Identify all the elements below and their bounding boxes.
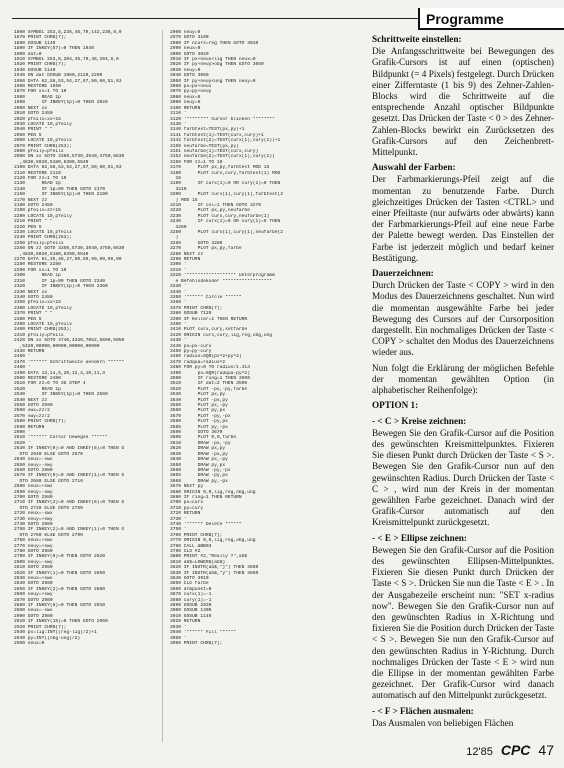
code-line: 1930 GOSUB 1140	[14, 67, 56, 73]
code-line: 1970 FOR xx=1 TO 10	[14, 89, 67, 95]
listing-column-2	[170, 30, 356, 646]
code-line: 2710 IF INKEY(2)=0 AND INKEY(8)=0 THEN G	[14, 500, 125, 506]
code-line: 2150 IF INKEY(1p)=0 THEN 2190	[14, 192, 108, 198]
code-line: 3170 PLOT px,py,farbtest MOD 15	[170, 165, 270, 171]
header-rule	[12, 18, 420, 19]
code-line: 3520 PLOT -px,-py,farbe	[170, 386, 248, 392]
code-line: 2300 READ 1p	[14, 273, 61, 279]
code-line: 2930 px=lig:INT((reg-lig)/2)+1	[14, 630, 97, 636]
code-line: 1910 SYMBOL 253,8,204,46,79,46,204,8,0	[14, 57, 119, 63]
code-line: 3900 GOSUB 1300	[170, 608, 212, 614]
code-line: 3030 neuy=0	[170, 67, 201, 73]
code-line: 1860 SYMBOL 253,8,236,46,79,142,236,8,0	[14, 30, 122, 35]
code-line: 3950 '	[170, 635, 187, 641]
code-line: 3100 RETURN	[170, 105, 201, 111]
code-line: 3300 '	[170, 262, 187, 268]
code-line: 1900 dat=0	[14, 51, 42, 57]
code-line: 2740 GOTO 2980	[14, 521, 53, 527]
code-line: 2600 '	[14, 430, 31, 436]
code-line: ,5420,00000,00000,00000,00000	[14, 343, 100, 349]
code-line: 3570 PLOT -py,-px	[170, 413, 231, 419]
code-line: 2050 PEN 5	[14, 132, 42, 138]
code-line: 2270 DATA 61,35,46,27,50,59,99,99,99,99	[14, 257, 122, 263]
code-line: 2330 NEXT xx	[14, 289, 48, 295]
code-line: 3800 PRINT #2,"Really ?",ab$	[170, 554, 248, 560]
heading-farben: Auswahl der Farben:	[372, 162, 456, 173]
code-line: 3160 FOR zz=1 TO 10	[170, 159, 223, 165]
code-line: 3000 GOTO 3020	[170, 51, 209, 57]
code-line: 2230 LOCATE 19,pfeilx	[14, 230, 72, 236]
code-line: 2850 IF INKEY(2)=0 THEN GOTO 2880	[14, 586, 105, 592]
code-line: 2000 NEXT xx	[14, 105, 48, 111]
code-line: 2180 GOTO 2450	[14, 203, 53, 208]
code-line: 1990 IF INKEY(1p)=0 THEN 2020	[14, 100, 108, 106]
code-line: 2380 PEN 5	[14, 316, 42, 322]
code-line: 3340 '	[170, 289, 187, 295]
code-line: )	[170, 235, 179, 241]
code-line: 2250 pfeily=pfeilx	[14, 240, 64, 246]
code-line: OTO 2720 ELSE GOTO 2750	[14, 505, 83, 511]
code-line: 2240 PRINT CHR$(253);	[14, 235, 72, 241]
code-line: 3020 IF py+neuy>obg THEN GOTO 3050	[170, 62, 264, 68]
code-line: 3630 DRAW -px,py	[170, 451, 228, 457]
code-line: 1940 ON dat GOSUB 1960,2120,2290	[14, 73, 103, 79]
code-line: 3665 DRAW -py,px	[170, 473, 228, 479]
code-line: 2030 LOCATE 19,pfeily	[14, 121, 72, 127]
section-label: Programme	[418, 8, 564, 30]
code-line: 2360 LOCATE 19,pfeily	[14, 305, 72, 311]
code-line: 2670 IF INKEY(0)=0 AND INKEY(1)=0 THEN G	[14, 473, 125, 479]
code-line: 3141 farbtest(1)=TEST(curx,cury)+1	[170, 132, 264, 138]
code-line: 3500 IF ring=1 THEN 3500	[170, 376, 250, 381]
code-line: 3830 IF INSTR(ab$,"y") THEN 3850	[170, 570, 259, 576]
code-line: 2120 FOR zz=1 TO 10	[14, 175, 67, 181]
code-line: 3920 RETURN	[170, 619, 201, 625]
code-line: 2870 GOTO 2980	[14, 597, 53, 603]
heading-kreise: - < C > Kreise zeichnen:	[372, 415, 467, 426]
code-line: 3940 '****** Fill ******	[170, 630, 237, 636]
column-divider	[162, 30, 163, 742]
code-line: OTO 2760 ELSE GOTO 2790	[14, 532, 83, 538]
code-line: 2860 neuy=+swy	[14, 592, 53, 598]
code-line: 2910 IF INKEY(15)=0 THEN GOTO 2950	[14, 619, 108, 625]
code-line: 3380 GOSUB 7120	[170, 311, 212, 317]
heading-ellipse: - < E > Ellipse zeichnen:	[372, 532, 467, 543]
code-line: 3130 '	[170, 121, 187, 127]
code-line: 2560 swx=zz/2	[14, 408, 50, 414]
code-line: 3050 IF py+neuy<ung THEN neuy=0	[170, 78, 256, 84]
code-line: 3560 PLOT py,px	[170, 408, 226, 414]
code-line: 3668 DRAW py,-px	[170, 478, 228, 484]
code-line: 3530 PLOT px,py	[170, 392, 226, 398]
code-line: 3440 px=px-curx	[170, 343, 212, 349]
code-line: 3860 drmpunkt=0	[170, 586, 212, 592]
code-line: 3450 py=py-cury	[170, 348, 212, 354]
heading-option-1: OPTION 1:	[372, 400, 419, 411]
code-line: OTO 2640 ELSE GOTO 2670	[14, 451, 83, 457]
code-line: 2310 IF 1p=99 THEN GOTO 2340	[14, 278, 105, 284]
code-line: 3880 cury(1)=-1	[170, 597, 212, 603]
code-line: 2940 py=INT((obg-ung)/2)	[14, 635, 81, 641]
code-line: 3930 '	[170, 624, 187, 630]
code-line: 2090 ON xx GOTO 3350,5730,3940,4750,6630	[14, 154, 125, 160]
code-line: 3200 PLOT curx(1),cury(1),farbtest(2	[170, 192, 284, 198]
code-line: 2980 IF ncurs=reg THEN GOTO 3010	[170, 40, 259, 46]
paragraph-intro: Nun folgt die Erklärung der möglichen Befehle der momentan gewählten Option (in alphabetischer Reihenfolge):	[372, 362, 554, 396]
code-line: 3710 py=cury	[170, 505, 204, 511]
heading-dauerzeichnen: Dauerzeichnen:	[372, 268, 434, 279]
code-line: 3890 GOSUB 2930	[170, 603, 212, 609]
code-line: e Befehlsdekoder ******************	[170, 278, 272, 284]
page-number: 47	[538, 742, 554, 758]
code-line: 2510 FOR zz=6 TO 36 STEP 4	[14, 381, 86, 387]
listing-column-1	[14, 30, 154, 646]
code-line: 2730 neuy=+swy	[14, 516, 53, 522]
code-line: 3780 CALL &BB03	[170, 543, 212, 549]
code-line: 2480 '	[14, 365, 31, 371]
code-line: 3585 PLOT py,-px	[170, 424, 228, 430]
code-line: 3370 PRINT CHR$(7);	[170, 305, 223, 311]
code-line: 2830 neux=+swx	[14, 576, 53, 582]
code-line: 3620 DRAW px,py	[170, 446, 226, 452]
code-line: 2500 RESTORE 2490	[14, 376, 61, 381]
code-line: 2720 neux=-swx	[14, 511, 53, 517]
code-line: 3600 PLOT 0,0,farbe	[170, 435, 237, 441]
code-line: 2460 '	[14, 354, 31, 360]
code-line: 2260 ON zz GOTO 3350,5730,3940,4750,6630	[14, 246, 125, 252]
code-line: 3210 IF col=1 THEN GOTO 3270	[170, 203, 261, 208]
code-line: 2410 pfeily=pfeilx	[14, 332, 64, 338]
code-line: 3480 FOR py=0 TO radius/1.414	[170, 365, 250, 371]
code-line: 3910 GOSUB 1140	[170, 613, 212, 619]
code-line: 3640 DRAW px,-py	[170, 457, 228, 463]
code-line: 3410 PLOT curx,cury,setfarbe	[170, 327, 248, 333]
code-line: 2990 neux=0	[170, 46, 201, 52]
code-line: 3260 GOTO 3280	[170, 240, 223, 246]
code-line: 3151 neufarbe(1)=TEST(curx,cury)	[170, 148, 259, 154]
code-line: 2760 neux=+swx	[14, 538, 53, 544]
code-line: 2970 GOTO 3100	[170, 35, 209, 41]
code-line: 3960 PRINT CHR$(7);	[170, 640, 223, 646]
code-line: 2430 RETURN	[14, 348, 45, 354]
code-line: 2290 FOR xx=1 TO 10	[14, 267, 67, 273]
code-line: 3060 px=px+neux	[170, 84, 212, 90]
code-line: 3820 IF INSTR(ab$,"j") THEN 3850	[170, 565, 259, 571]
code-line: 3740 '****** Delete ******	[170, 521, 242, 527]
code-line: 3140 farbtest=TEST(px,py)+1	[170, 127, 245, 133]
code-line: 2130 READ 1p	[14, 181, 61, 187]
code-line: 3790 CLS #2	[170, 549, 201, 554]
code-line: 3280 NEXT zz	[170, 251, 204, 257]
code-line: 2320 IF INKEY(1p)=0 THEN 2360	[14, 284, 108, 290]
paragraph-schrittweite: Die Anfangsschrittweite bei Bewegungen des Grafik-Cursors ist auf einen (optischen) Bildpunkt (= 4 Pixels) festgelegt. Durch Drücken einer Zifferntaste (1 bis 9) des Zehner-Zahlen-Blocks wird die Schrittweite auf die entsprechende Anzahl optischer Bildpunkte gesetzt. Das Drücken der Taste < 0 > des Zehner-Zahlen-Blocks bewirkt ein Zurücksetzen des Grafik-Cursors auf den Zeichenbrett-Mittelpunkt.	[372, 46, 554, 158]
code-line: 2880 IF INKEY(8)=0 THEN GOTO 2910	[14, 603, 105, 609]
code-line: 3310 '	[170, 267, 187, 273]
code-line: 1870 PRINT CHR$(7);	[14, 35, 67, 41]
code-line: 2550 GOTO 2590	[14, 403, 53, 409]
code-line: 3080 neux=0	[170, 94, 201, 100]
page-footer	[466, 742, 554, 758]
code-line: 3700 px=curx	[170, 500, 204, 506]
code-line: 2170 NEXT zz	[14, 197, 48, 203]
code-line: 3250 PLOT curx(1),cury(1),neufarbe(2	[170, 230, 284, 236]
code-line: 3660 DRAW -py,-px	[170, 467, 231, 473]
code-line: 2520 READ 1p	[14, 386, 61, 392]
code-line: 2080 pfeily=pfeilx	[14, 148, 64, 154]
code-line: 3590 GOTO 3670	[170, 430, 223, 436]
code-line: 2470 '****** Schrittweite aendern ******	[14, 359, 125, 365]
code-line: 3580 PLOT -py,px	[170, 419, 228, 425]
code-line: 3540 PLOT -px,py	[170, 397, 228, 403]
code-line: 3470 radqua=radius^2	[170, 359, 226, 365]
code-line: 2400 PRINT CHR$(253);	[14, 327, 72, 333]
code-line: 2810 GOTO 2980	[14, 565, 53, 571]
article-column	[372, 30, 554, 733]
code-line: 3490 px=SQR(radqua-py^2)	[170, 370, 250, 376]
code-line: 2770 neuy=+swy	[14, 543, 53, 549]
code-line: 3430 '	[170, 338, 187, 344]
code-line: 1920 PRINT CHR$(7);	[14, 62, 67, 68]
code-line: 3400 '	[170, 321, 187, 327]
code-line: 2660 GOTO 2980	[14, 467, 53, 473]
code-line: 2580 PRINT CHR$(7);	[14, 419, 67, 425]
code-line: 1950 DATA 62,58,53,54,27,67,50,60,51,63	[14, 78, 122, 84]
code-line: 3152 neufarbe(2)=TEST(curx(1),cury(1))	[170, 154, 275, 160]
code-line: 3750 '	[170, 527, 187, 533]
code-line: 2190 pfeilx=zz+15	[14, 208, 61, 214]
code-line: 2950 neux=0	[14, 640, 45, 646]
code-line: 3510 IF dat=2 THEN 3590	[170, 381, 248, 387]
code-line: 3550 PLOT px,-py	[170, 403, 228, 409]
code-line: 3420 ORIGIN curx,cury,lig,reg,obg,ung	[170, 332, 272, 338]
code-line: 1890 IF INKEY(57)=0 THEN 1940	[14, 46, 94, 52]
code-line: 2570 swy=zz/2	[14, 413, 50, 419]
magazine-logo: CPC	[500, 742, 531, 758]
code-line: 3240 IF curx(1)=0 OR cury(1)=0 THEN	[170, 219, 281, 225]
paragraph-kreise: Bewegen Sie den Grafik-Cursor auf die Position des gewünschten Kreismittelpunktes. Fixieren Sie diesen Punkt durch Drücken der Taste < S >. Bewegen Sie den Grafik-Cursor nun auf den gewünschten Radius. Durch Drücken der Taste < C > , wird nun der Kreis in der momentan gewählten Farbe gezeichnet. Danach wird der Grafik-Cursor automatisch auf den Kreismittelpunkt zurückgesetzt.	[372, 427, 554, 528]
code-line: 3090 neuy=0	[170, 100, 201, 106]
code-line: 1980 READ 1p	[14, 94, 61, 100]
code-line: 3040 GOTO 3060	[170, 73, 209, 79]
code-line: 2040 PRINT " "	[14, 127, 53, 133]
code-line: 2790 IF INKEY(0)=0 THEN GOTO 2820	[14, 554, 105, 560]
code-line: 3180 PLOT curx,cury,farbtest(1) MOD	[170, 170, 281, 176]
code-line: 3390 IF Keller=1 THEN RETURN	[170, 316, 248, 322]
code-line: 3770 ORIGIN 0,0,lig,reg,obg,ung	[170, 538, 256, 544]
paragraph-dauerzeichnen: Durch Drücken der Taste < COPY > wird in den Modus des Dauerzeichnens geschaltet. Nun wird die momentan ausgewählte Farbe bei jeder Bewegung des Cursors auf der Cursorposition dargestellt. Ein nochmaliges Drücken der Taste < COPY > schaltet den Modus des Dauerzeichnens wieder aus.	[372, 280, 554, 358]
code-line: 2390 LOCATE 19,pfeilx	[14, 321, 72, 327]
code-line: 2490 DATA 13,14,5,20,12,4,10,11,3	[14, 370, 105, 376]
code-line: 2680 neux=+swx	[14, 484, 53, 490]
code-line: 2020 pfeilx=xx+15	[14, 116, 61, 122]
code-line: 2750 IF INKEY(2)=0 AND INKEY(1)=0 THEN G	[14, 527, 125, 533]
code-line: 3690 IF ring=1 THEN RETURN	[170, 494, 242, 500]
code-line: 2280 RESTORE 2280	[14, 262, 61, 268]
code-line: 3070 py=py+neuy	[170, 89, 212, 95]
code-line: 2350 pfeilx=xx+15	[14, 300, 61, 306]
heading-flaechen: - < F > Flächen ausmalen:	[372, 705, 474, 716]
code-line: 3680 ORIGIN 0,0,lig,reg,obg,ung	[170, 489, 256, 495]
code-line: 2700 GOTO 2980	[14, 494, 53, 500]
code-line: 2800 neuy=-swy	[14, 559, 53, 565]
code-line: ,4830,6020,5180,6390,5540	[14, 159, 89, 165]
code-line: 2200 LOCATE 19,pfeily	[14, 213, 72, 219]
code-line: 2960 neuy=0	[170, 30, 201, 35]
code-line: 3290 RETURN	[170, 257, 201, 263]
code-line: 2420 ON xx GOTO 4740,4330,7052,6690,5050	[14, 338, 125, 344]
code-line: 3870 curx(1)=-1	[170, 592, 212, 598]
code-line: 2060 LOCATE 19,pfeilx	[14, 138, 72, 144]
code-line: 3142 farbtest(2)=TEST(curx(1),cury(1))+1	[170, 138, 281, 144]
code-line: 3120 '******** Cursor blinken ********	[170, 116, 275, 122]
code-line: 15	[170, 175, 182, 181]
code-line: 2100 DATA 62,58,53,54,27,67,50,60,51,63	[14, 165, 122, 171]
code-line: 3760 PRINT CHR$(7);	[170, 532, 223, 538]
code-line: 2690 neuy=-swy	[14, 489, 53, 495]
code-line: 2340 GOTO 2450	[14, 294, 53, 300]
code-line: 3010 IF px+neux<lig THEN neux=0	[170, 57, 256, 63]
code-line: 2640 neux=-swx	[14, 457, 53, 463]
code-line: 2210 PRINT " "	[14, 219, 53, 225]
code-line: 3360 '	[170, 300, 187, 306]
code-line: 2890 neux=-swx	[14, 608, 53, 614]
code-line: 3150 neufarbe=TEST(px,py)	[170, 143, 239, 149]
code-line: 3810 ab$=LOWER$(ab$)	[170, 559, 226, 565]
code-line: 2620 '	[14, 440, 31, 446]
code-line: 2530 IF INKEY(1p)=0 THEN 2560	[14, 392, 108, 398]
issue-date: 12'85	[466, 746, 493, 758]
code-line: 3730 '	[170, 516, 187, 522]
code-line: 2610 '****** Cursor bewegen ******	[14, 435, 108, 441]
code-line: 2820 IF INKEY(1)=0 THEN GOTO 2850	[14, 570, 105, 576]
code-line: 3840 GOTO 3910	[170, 576, 209, 582]
code-line: ,4830,6020,5180,6390,5540	[14, 251, 89, 257]
paragraph-farben: Der Farbmarkierungs-Pfeil zeigt auf die momentan zu benutzende Farbe. Durch gleichzeitiges Drücken der Tasten <CTRL> und einer Pfeiltaste (nur aufwärts oder abwärts) kann der Farbmarkierungs-Pfeil auf eine neue Farbe der Palette bewegt werden. Das Einstellen der Farbe ist jederzeit möglich und bedarf keiner Bestätigung.	[372, 174, 554, 263]
code-line: 2010 GOTO 2450	[14, 111, 53, 117]
code-line: 3260	[170, 224, 187, 230]
code-line: 3670 NEXT py	[170, 484, 204, 490]
code-line: 2650 neuy=-swy	[14, 462, 53, 468]
code-line: 3330 '	[170, 284, 187, 290]
code-line: 2590 RETURN	[14, 424, 45, 430]
code-line: 2920 PRINT CHR$(7);	[14, 624, 67, 630]
paragraph-ellipse: Bewegen Sie den Grafik-Cursor auf die Position des gewünschten Ellipsen-Mittelpunktes. Fixieren Sie diesen Punkt durch Drücken der Taste < S >. Drücken Sie nun die Taste < E > . In der Ausgabezeile erscheint nun: "SET x-radius now". Bewegen Sie den Grafik-Cursor nun auf den gewünschten Radius in X-Richtung und fixieren Sie die Position durch Drücken der Taste < S >. Bewegen Sie nun den Grafik-Cursor auf den gewünschten Radius in Y-Richtung. Durch nochmaliges Drücken der Taste < E > wird nun die Ellipse in der momentan gewählten Farbe gezeichnet. Der Grafik-Cursor wird danach automatisch auf den Mittelpunkt zurückgesetzt.	[372, 544, 554, 701]
code-line: ) MOD 15	[170, 197, 198, 203]
code-line: 3460 radius=SQR(px^2+py^2)	[170, 354, 242, 360]
code-line: 3320 '****************** Unterprogramm	[170, 273, 275, 279]
code-line: 3270 PLOT px,py,farbe	[170, 246, 242, 252]
code-line: 3220 PLOT px,py,neufarbe	[170, 208, 250, 214]
code-line: 2110 RESTORE 2110	[14, 170, 61, 176]
code-line: 2540 NEXT zz	[14, 397, 48, 403]
code-line: 2630 IF INKEY(0)=0 AND INKEY(8)=0 THEN G	[14, 446, 125, 452]
code-line: 3650 DRAW py,px	[170, 462, 226, 468]
code-line: 2070 PRINT CHR$(253);	[14, 143, 72, 149]
code-line: 3850 CLG farbe	[170, 581, 209, 587]
code-line: 3230 PLOT curx,cury,neufarbe(1)	[170, 213, 270, 219]
code-line: 1880 GOSUB 1140	[14, 40, 56, 46]
code-line: 2780 GOTO 2980	[14, 549, 53, 554]
code-line: 2220 PEN 5	[14, 224, 42, 230]
code-line: 2840 GOTO 2980	[14, 581, 53, 587]
code-line: 3610 DRAW -px,-py	[170, 440, 231, 446]
code-line: 3350 '****** Circle ******	[170, 294, 242, 300]
code-line: 2140 IF 1p=99 THEN GOTO 2170	[14, 186, 105, 192]
code-line: 3720 RETURN	[170, 511, 201, 517]
code-line: 2900 GOTO 2980	[14, 613, 53, 619]
code-line: OTO 2680 ELSE GOTO 2710	[14, 478, 83, 484]
paragraph-flaechen: Das Ausmalen von beliebigen Flächen	[372, 717, 514, 728]
heading-schrittweite: Schrittweite einstellen:	[372, 34, 462, 44]
code-line: 2370 PRINT " "	[14, 311, 53, 317]
code-line: 3190 IF curx(1)=0 OR cury(1)=0 THEN	[170, 181, 281, 187]
code-line: 3210	[170, 186, 187, 192]
code-line: 1960 RESTORE 1950	[14, 84, 61, 90]
code-line: 3110 '	[170, 111, 187, 117]
